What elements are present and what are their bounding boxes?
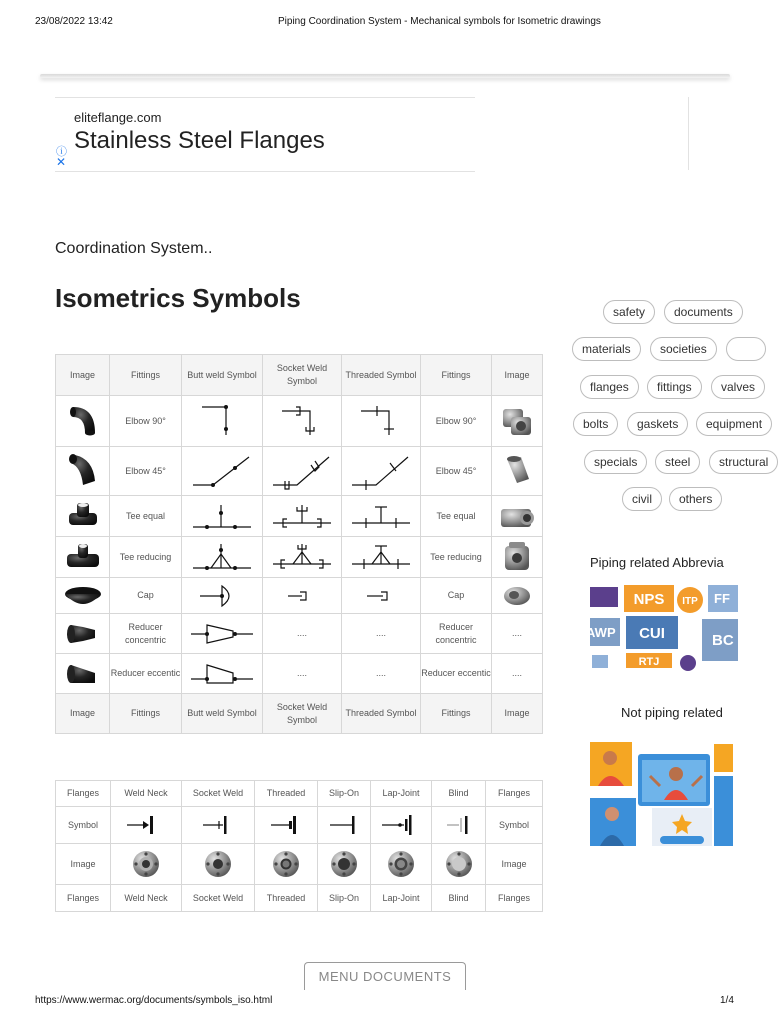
socket-weld-elbow-45-symbol <box>263 447 342 496</box>
flanges-footer-row <box>56 885 543 912</box>
lap-joint-flange-symbol <box>371 807 432 844</box>
fitting-name: Reducer concentric <box>110 614 182 654</box>
threaded-elbow-45-symbol <box>342 447 421 496</box>
elbow-45-black-image <box>56 447 110 496</box>
header-cell: Threaded Symbol <box>342 355 421 396</box>
abbreviations-heading[interactable]: Piping related Abbrevia <box>590 555 724 570</box>
lap-joint-flange-image <box>371 844 432 885</box>
footer-cell: Socket Weld <box>182 885 255 912</box>
tee-reducing-steel-image <box>492 537 543 578</box>
tag-valves[interactable]: valves <box>711 375 765 399</box>
row-label: Image <box>56 844 111 885</box>
abbrev-bc-word: BC <box>712 632 734 649</box>
threaded-tee-equal-symbol <box>342 496 421 537</box>
row-label: Symbol <box>56 807 111 844</box>
footer-cell: Socket Weld Symbol <box>263 694 342 734</box>
slip-on-flange-symbol <box>318 807 371 844</box>
threaded-flange-image <box>255 844 318 885</box>
table-row <box>56 447 543 496</box>
abbrev-purple-dot <box>680 655 696 671</box>
table-row <box>56 496 543 537</box>
header-cell: Socket Weld Symbol <box>263 355 342 396</box>
tag-others[interactable]: others <box>669 487 722 511</box>
butt-weld-tee-equal-symbol <box>182 496 263 537</box>
socket-weld-cap-symbol <box>263 578 342 614</box>
butt-weld-cap-symbol <box>182 578 263 614</box>
abbrev-itp-word: ITP <box>682 596 698 607</box>
people-illustration <box>590 736 733 846</box>
header-cell: Blind <box>432 781 486 807</box>
abbrev-nps-word: NPS <box>633 591 665 608</box>
footer-cell: Butt weld Symbol <box>182 694 263 734</box>
threaded-cell: .... <box>342 614 421 654</box>
footer-cell: Fittings <box>110 694 182 734</box>
fitting-name: Elbow 45° <box>421 447 492 496</box>
not-piping-tile[interactable] <box>590 736 733 846</box>
threaded-elbow-90-symbol <box>342 396 421 447</box>
fitting-name: Tee reducing <box>110 537 182 578</box>
tag-societies[interactable]: societies <box>650 337 717 361</box>
threaded-tee-reducing-symbol <box>342 537 421 578</box>
tag-materials[interactable]: materials <box>572 337 641 361</box>
tag-safety[interactable]: safety <box>603 300 655 324</box>
header-cell: Lap-Joint <box>371 781 432 807</box>
ad-close-icon[interactable]: ✕ <box>56 155 67 169</box>
tag-cloud <box>570 300 769 515</box>
cap-black-image <box>56 578 110 614</box>
abbreviations-illustration <box>586 585 734 668</box>
table-row <box>56 654 543 694</box>
tee-equal-steel-image <box>492 496 543 537</box>
breadcrumb[interactable]: Coordination System.. <box>55 240 213 257</box>
slip-on-flange-image <box>318 844 371 885</box>
fitting-name: Tee reducing <box>421 537 492 578</box>
blind-flange-symbol <box>432 807 486 844</box>
reducer-eccentric-black-image <box>56 654 110 694</box>
butt-weld-tee-reducing-symbol <box>182 537 263 578</box>
table-row <box>56 396 543 447</box>
fitting-name: Elbow 90° <box>421 396 492 447</box>
tee-reducing-black-image <box>56 537 110 578</box>
footer-cell: Image <box>492 694 543 734</box>
footer-cell: Fittings <box>421 694 492 734</box>
image-cell: .... <box>492 614 543 654</box>
fittings-symbol-table <box>55 354 543 734</box>
print-datetime: 23/08/2022 13:42 <box>35 16 113 27</box>
flanges-header-row <box>56 781 543 807</box>
header-cell: Fittings <box>110 355 182 396</box>
abbrev-ff-word: FF <box>714 591 730 606</box>
flanges-symbol-row <box>56 807 543 844</box>
socket-weld-tee-equal-symbol <box>263 496 342 537</box>
tag-documents[interactable]: documents <box>664 300 743 324</box>
weld-neck-flange-image <box>111 844 182 885</box>
tag-clipped[interactable] <box>726 337 766 361</box>
not-piping-heading[interactable]: Not piping related <box>621 705 723 720</box>
cap-steel-image <box>492 578 543 614</box>
elbow-90-black-image <box>56 396 110 447</box>
fitting-name: Cap <box>421 578 492 614</box>
threaded-cell: .... <box>342 654 421 694</box>
footer-cell: Weld Neck <box>111 885 182 912</box>
tee-equal-black-image <box>56 496 110 537</box>
nav-bar-shadow <box>40 74 730 78</box>
socket-weld-elbow-90-symbol <box>263 396 342 447</box>
butt-weld-elbow-45-symbol <box>182 447 263 496</box>
row-label: Image <box>486 844 543 885</box>
fitting-name: Elbow 90° <box>110 396 182 447</box>
socket-weld-flange-symbol <box>182 807 255 844</box>
header-cell: Socket Weld <box>182 781 255 807</box>
fittings-header-row <box>56 355 543 396</box>
tag-specials[interactable]: specials <box>584 450 647 474</box>
blind-flange-image <box>432 844 486 885</box>
footer-cell: Image <box>56 694 110 734</box>
header-cell: Threaded <box>255 781 318 807</box>
flanges-image-row <box>56 844 543 885</box>
elbow-45-steel-image <box>492 447 543 496</box>
flanges-symbol-table <box>55 780 543 912</box>
header-cell: Image <box>492 355 543 396</box>
weld-neck-flange-symbol <box>111 807 182 844</box>
table-row <box>56 614 543 654</box>
tag-steel[interactable]: steel <box>655 450 700 474</box>
ad-domain[interactable]: eliteflange.com <box>74 110 162 125</box>
butt-weld-elbow-90-symbol <box>182 396 263 447</box>
footer-cell: Flanges <box>56 885 111 912</box>
footer-cell: Slip-On <box>318 885 371 912</box>
threaded-cap-symbol <box>342 578 421 614</box>
butt-weld-reducer-eccentric-symbol <box>182 654 263 694</box>
abbrev-purple-block <box>590 587 618 607</box>
header-cell: Weld Neck <box>111 781 182 807</box>
ad-divider <box>688 97 689 170</box>
ad-info-icon[interactable]: ⓘ <box>56 146 67 158</box>
fittings-footer-row <box>56 694 543 734</box>
page-title: Isometrics Symbols <box>55 283 301 313</box>
fitting-name: Tee equal <box>110 496 182 537</box>
header-cell: Image <box>56 355 110 396</box>
fitting-name: Tee equal <box>421 496 492 537</box>
footer-cell: Lap-Joint <box>371 885 432 912</box>
print-title: Piping Coordination System - Mechanical symbols for Isometric drawings <box>278 16 601 27</box>
menu-documents-button[interactable]: MENU DOCUMENTS <box>304 962 466 990</box>
elbow-90-steel-image <box>492 396 543 447</box>
print-page-number: 1/4 <box>720 995 734 1006</box>
tag-civil[interactable]: civil <box>622 487 662 511</box>
tag-structural[interactable]: structural <box>709 450 778 474</box>
fitting-name: Reducer eccentic <box>421 654 492 694</box>
tag-flanges[interactable]: flanges <box>580 375 639 399</box>
butt-weld-reducer-concentric-symbol <box>182 614 263 654</box>
fitting-name: Reducer concentric <box>421 614 492 654</box>
header-cell: Flanges <box>56 781 111 807</box>
row-label: Symbol <box>486 807 543 844</box>
fitting-name: Elbow 45° <box>110 447 182 496</box>
abbrev-awp-word: AWP <box>586 625 616 640</box>
abbrev-small-block <box>592 655 608 668</box>
image-cell: .... <box>492 654 543 694</box>
tag-fittings[interactable]: fittings <box>647 375 702 399</box>
footer-cell: Blind <box>432 885 486 912</box>
footer-cell: Threaded Symbol <box>342 694 421 734</box>
footer-cell: Threaded <box>255 885 318 912</box>
tag-equipment[interactable]: equipment <box>696 412 772 436</box>
ad-headline[interactable]: Stainless Steel Flanges <box>74 127 325 154</box>
abbrev-cui-word: CUI <box>639 625 665 642</box>
socket-weld-flange-image <box>182 844 255 885</box>
reducer-concentric-black-image <box>56 614 110 654</box>
abbreviations-tile[interactable] <box>586 585 734 668</box>
footer-cell: Flanges <box>486 885 543 912</box>
socket-weld-tee-reducing-symbol <box>263 537 342 578</box>
socket-cell: .... <box>263 614 342 654</box>
print-url[interactable]: https://www.wermac.org/documents/symbols_iso.html <box>35 995 273 1006</box>
socket-cell: .... <box>263 654 342 694</box>
table-row <box>56 537 543 578</box>
threaded-flange-symbol <box>255 807 318 844</box>
fitting-name: Reducer eccentic <box>110 654 182 694</box>
tag-bolts[interactable]: bolts <box>573 412 618 436</box>
header-cell: Slip-On <box>318 781 371 807</box>
tag-gaskets[interactable]: gaskets <box>627 412 688 436</box>
header-cell: Fittings <box>421 355 492 396</box>
abbrev-rtj-word: RTJ <box>638 656 660 668</box>
header-cell: Flanges <box>486 781 543 807</box>
fitting-name: Cap <box>110 578 182 614</box>
header-cell: Butt weld Symbol <box>182 355 263 396</box>
table-row <box>56 578 543 614</box>
